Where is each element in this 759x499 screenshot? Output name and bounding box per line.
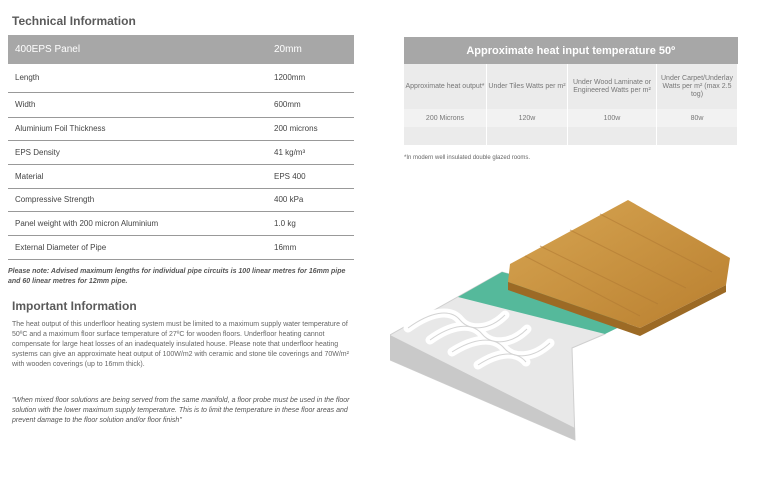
table-cell-empty (568, 127, 657, 145)
row-label: Compressive Strength (8, 188, 267, 211)
table-row (8, 211, 354, 235)
table-row (8, 235, 354, 259)
row-value: 1.0 kg (267, 211, 354, 235)
manifold-quote: "When mixed floor solutions are being served from the same manifold, a floor probe must be used in the floor solution with the lower maximum supply temperature. This is to limit the temperature in these floor areas and prevent damage to the floor solution and/or floor finish" (12, 397, 350, 424)
table-row (404, 109, 738, 127)
row-label: Length (8, 64, 267, 92)
table-cell: 80w (657, 109, 738, 127)
table-cell-empty (404, 127, 487, 145)
table-cell: 200 Microns (404, 109, 487, 127)
table-cell: 120w (487, 109, 568, 127)
floor-panel-illustration (390, 200, 730, 450)
row-value: EPS 400 (267, 164, 354, 188)
column-header: Under Tiles Watts per m² (487, 64, 568, 109)
column-header: Under Wood Laminate or Engineered Watts per m² (568, 64, 657, 109)
table-row (8, 140, 354, 164)
row-label: External Diameter of Pipe (8, 235, 267, 259)
heat-table-footnote: *In modern well insulated double glazed rooms. (404, 155, 531, 161)
header-value: 20mm (267, 35, 354, 64)
row-value: 200 microns (267, 117, 354, 140)
row-value: 1200mm (267, 64, 354, 92)
column-header: Approximate heat output* (404, 64, 487, 109)
row-value: 16mm (267, 235, 354, 259)
pipe-length-note: Please note: Advised maximum lengths for individual pipe circuits is 100 linear metres for 16mm pipe and 60 linear metres for 12mm pipe. (8, 268, 346, 285)
row-value: 41 kg/m³ (267, 140, 354, 164)
column-header: Under Carpet/Underlay Watts per m² (max 2.5 tog) (657, 64, 738, 109)
heat-input-table (404, 37, 738, 145)
row-label: Material (8, 164, 267, 188)
table-cell: 100w (568, 109, 657, 127)
table-row (8, 164, 354, 188)
row-value: 600mm (267, 92, 354, 117)
table-row-empty (404, 127, 738, 145)
table-row (8, 188, 354, 211)
technical-title: Technical Information (12, 14, 136, 28)
heat-table-title: Approximate heat input temperature 50º (404, 37, 738, 64)
important-title: Important Information (12, 299, 137, 313)
row-label: EPS Density (8, 140, 267, 164)
technical-table (8, 35, 354, 260)
table-row (8, 64, 354, 92)
technical-header-row (8, 35, 354, 64)
row-label: Width (8, 92, 267, 117)
table-row (8, 117, 354, 140)
important-paragraph: The heat output of this underfloor heating system must be limited to a maximum supply water temperature of 50ºC and a maximum floor surface temperature of 27ºC for wooden floors. Underfloor heating cannot compensate for large heat losses of an inadequately insulated house. Please note that underfloor heating systems can give an approximate heat output of 100W/m2 with ceramic and stone tile coverings and 70W/m² with wooden coverings (up to 16mm thick). (12, 321, 349, 368)
table-cell-empty (657, 127, 738, 145)
row-label: Aluminium Foil Thickness (8, 117, 267, 140)
table-row (8, 92, 354, 117)
table-cell-empty (487, 127, 568, 145)
row-label: Panel weight with 200 micron Aluminium (8, 211, 267, 235)
header-label: 400EPS Panel (8, 35, 267, 64)
row-value: 400 kPa (267, 188, 354, 211)
heat-table-columns (404, 64, 738, 109)
heat-table-title-row (404, 37, 738, 64)
